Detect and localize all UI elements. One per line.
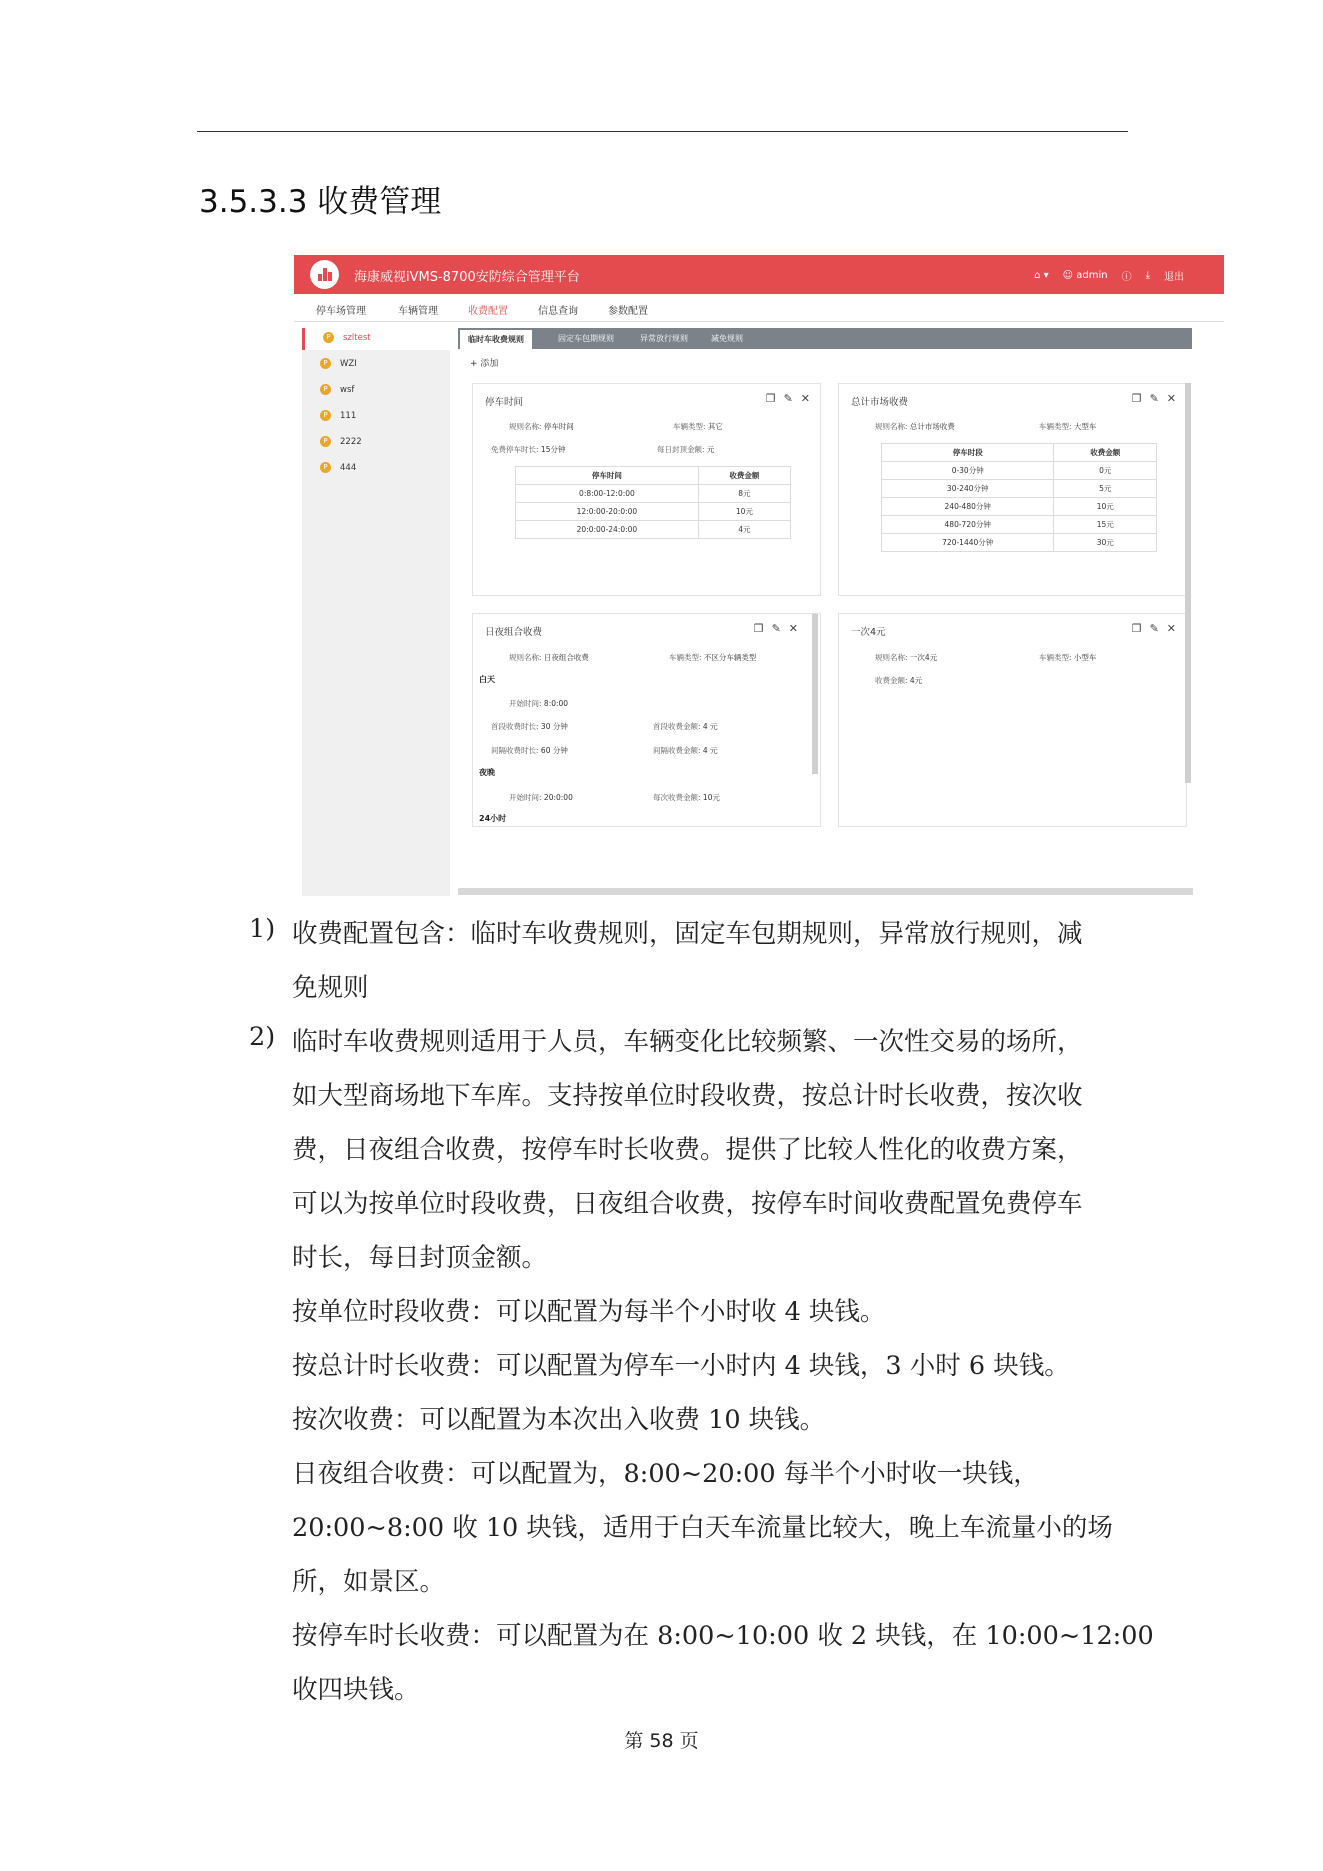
sidebar-item[interactable]: P 111 xyxy=(302,406,450,428)
body-line: 20:00~8:00 收 10 块钱，适用于白天车流量比较大，晚上车流量小的场 xyxy=(292,1513,1113,1543)
body-line: 按停车时长收费：可以配置为在 8:00~10:00 收 2 块钱，在 10:00~12:00 xyxy=(292,1621,1154,1651)
24h-section-label: 24小时 xyxy=(479,814,507,823)
app-topbar xyxy=(294,255,1224,294)
user-menu[interactable]: ☺ admin xyxy=(1062,270,1108,281)
sidebar-item[interactable]: P 444 xyxy=(302,458,450,480)
menu-parking-lot[interactable]: 停车场管理 xyxy=(316,306,366,317)
add-rule-button[interactable]: + 添加 xyxy=(470,359,499,369)
body-line: 时长，每日封顶金额。 xyxy=(292,1243,548,1273)
page-number: 第 58 页 xyxy=(624,1730,699,1752)
software-screenshot xyxy=(294,255,1224,896)
menu-params[interactable]: 参数配置 xyxy=(608,306,648,317)
amount-field: 收费金额: 4元 xyxy=(875,676,923,685)
edit-icon[interactable]: ✎ xyxy=(771,622,781,635)
first-amount-field: 首段收费金额: 4 元 xyxy=(653,722,718,731)
edit-icon[interactable]: ✎ xyxy=(783,392,793,405)
daily-cap-field: 每日封顶金额: 元 xyxy=(657,445,715,454)
sidebar-item[interactable]: P WZI xyxy=(302,354,450,376)
card-scrollbar[interactable] xyxy=(812,614,818,774)
tab-temporary[interactable]: 临时车收费规则 xyxy=(460,330,532,349)
interval-amount-field: 间隔收费金额: 4 元 xyxy=(653,746,718,755)
sidebar-item[interactable]: P szltest xyxy=(302,328,453,350)
tab-discount[interactable]: 减免规则 xyxy=(711,334,743,343)
vehicle-type-field: 车辆类型: 其它 xyxy=(673,422,723,431)
day-section-label: 白天 xyxy=(479,675,495,684)
section-heading: 3.5.3.3 收费管理 xyxy=(199,184,442,220)
per-time-amount-field: 每次收费金额: 10元 xyxy=(653,793,720,802)
close-icon[interactable]: ✕ xyxy=(1166,622,1176,635)
vehicle-type-field: 车辆类型: 小型车 xyxy=(1039,653,1097,662)
user-icon: ☺ xyxy=(1062,270,1077,281)
rule-card-total-market xyxy=(838,383,1187,596)
copy-icon[interactable]: ❐ xyxy=(753,622,764,635)
item-number: 1) xyxy=(249,914,276,944)
table-row: 720-1440分钟 30元 xyxy=(882,534,1157,552)
close-icon[interactable]: ✕ xyxy=(788,622,798,635)
rule-name-field: 规则名称: 日夜组合收费 xyxy=(509,653,589,662)
home-icon[interactable]: ⌂ ▾ xyxy=(1034,270,1049,281)
body-line: 按总计时长收费：可以配置为停车一小时内 4 块钱，3 小时 6 块钱。 xyxy=(292,1351,1070,1381)
night-start-field: 开始时间: 20:0:00 xyxy=(509,793,573,802)
body-line: 收四块钱。 xyxy=(292,1675,420,1705)
card-title: 总计市场收费 xyxy=(851,397,909,408)
rate-table: 停车时段 收费金额 0-30分钟 0元 30-240分钟 5元 240-480分钟 10元 480-720分钟 15元 720-1440分钟 30元 xyxy=(881,443,1157,552)
rules-panel xyxy=(458,328,1192,896)
rule-card-day-night xyxy=(472,613,821,827)
download-icon[interactable]: ⤓ xyxy=(1145,270,1150,281)
menu-info-query[interactable]: 信息查询 xyxy=(538,306,578,317)
body-line: 如大型商场地下车库。支持按单位时段收费，按总计时长收费，按次收 xyxy=(292,1081,1083,1111)
first-duration-field: 首段收费时长: 30 分钟 xyxy=(491,722,568,731)
app-logo-icon xyxy=(310,260,339,289)
rule-name-field: 规则名称: 停车时间 xyxy=(509,422,574,431)
copy-icon[interactable]: ❐ xyxy=(1131,622,1142,635)
parking-lot-list xyxy=(302,328,450,896)
main-scrollbar[interactable] xyxy=(1185,383,1191,783)
interval-duration-field: 间隔收费时长: 60 分钟 xyxy=(491,746,568,755)
table-row: 30-240分钟 5元 xyxy=(882,480,1157,498)
tab-fixed[interactable]: 固定车包期规则 xyxy=(558,334,614,343)
body-line: 临时车收费规则适用于人员，车辆变化比较频繁、一次性交易的场所， xyxy=(292,1027,1083,1057)
close-icon[interactable]: ✕ xyxy=(1166,392,1176,405)
main-menu xyxy=(294,294,1224,322)
rate-table: 停车时间 收费金额 0:8:00-12:0:00 8元 12:0:00-20:0:00 10元 20:0:00-24:0:00 4元 xyxy=(515,466,791,539)
close-icon[interactable]: ✕ xyxy=(800,392,810,405)
rule-card-once xyxy=(838,613,1187,827)
parking-icon: P xyxy=(323,332,334,343)
table-row: 20:0:00-24:0:00 4元 xyxy=(516,521,791,539)
app-title: 海康威视iVMS-8700安防综合管理平台 xyxy=(354,270,580,285)
body-line: 收费配置包含：临时车收费规则，固定车包期规则，异常放行规则，减 xyxy=(292,919,1083,949)
table-row: 480-720分钟 15元 xyxy=(882,516,1157,534)
rule-tabs xyxy=(458,328,1192,349)
night-section-label: 夜晚 xyxy=(479,768,495,777)
table-row: 240-480分钟 10元 xyxy=(882,498,1157,516)
card-title: 停车时间 xyxy=(485,397,524,408)
vehicle-type-field: 车辆类型: 大型车 xyxy=(1039,422,1097,431)
parking-icon: P xyxy=(320,462,331,473)
edit-icon[interactable]: ✎ xyxy=(1149,392,1159,405)
body-line: 费，日夜组合收费，按停车时长收费。提供了比较人性化的收费方案， xyxy=(292,1135,1083,1165)
rule-card-parking-time xyxy=(472,383,821,596)
copy-icon[interactable]: ❐ xyxy=(765,392,776,405)
menu-vehicles[interactable]: 车辆管理 xyxy=(398,306,438,317)
rule-name-field: 规则名称: 总计市场收费 xyxy=(875,422,955,431)
table-row: 0-30分钟 0元 xyxy=(882,462,1157,480)
rule-name-field: 规则名称: 一次4元 xyxy=(875,653,938,662)
body-line: 按单位时段收费：可以配置为每半个小时收 4 块钱。 xyxy=(292,1297,886,1327)
table-row: 0:8:00-12:0:00 8元 xyxy=(516,485,791,503)
info-icon[interactable]: ⓘ xyxy=(1121,272,1132,283)
parking-icon: P xyxy=(320,410,331,421)
item-number: 2) xyxy=(249,1022,276,1052)
parking-icon: P xyxy=(320,358,331,369)
body-line: 日夜组合收费：可以配置为，8:00~20:00 每半个小时收一块钱， xyxy=(292,1459,1039,1489)
table-row: 12:0:00-20:0:00 10元 xyxy=(516,503,791,521)
sidebar-item[interactable]: P 2222 xyxy=(302,432,450,454)
free-duration-field: 免费停车时长: 15分钟 xyxy=(491,445,566,454)
edit-icon[interactable]: ✎ xyxy=(1149,622,1159,635)
body-line: 所，如景区。 xyxy=(292,1567,446,1597)
day-start-field: 开始时间: 8:0:00 xyxy=(509,699,569,708)
parking-icon: P xyxy=(320,384,331,395)
body-line: 免规则 xyxy=(292,973,369,1003)
menu-fee-config[interactable]: 收费配置 xyxy=(468,306,508,317)
card-title: 日夜组合收费 xyxy=(485,627,543,638)
body-line: 按次收费：可以配置为本次出入收费 10 块钱。 xyxy=(292,1405,826,1435)
parking-icon: P xyxy=(320,436,331,447)
horizontal-scrollbar[interactable] xyxy=(458,888,1193,895)
card-title: 一次4元 xyxy=(851,627,886,638)
copy-icon[interactable]: ❐ xyxy=(1131,392,1142,405)
logout-link[interactable]: 退出 xyxy=(1164,272,1184,283)
vehicle-type-field: 车辆类型: 不区分车辆类型 xyxy=(669,653,757,662)
sidebar-item[interactable]: P wsf xyxy=(302,380,450,402)
header-rule xyxy=(197,131,1128,132)
body-line: 可以为按单位时段收费，日夜组合收费，按停车时间收费配置免费停车 xyxy=(292,1189,1083,1219)
tab-abnormal[interactable]: 异常放行规则 xyxy=(640,334,688,343)
